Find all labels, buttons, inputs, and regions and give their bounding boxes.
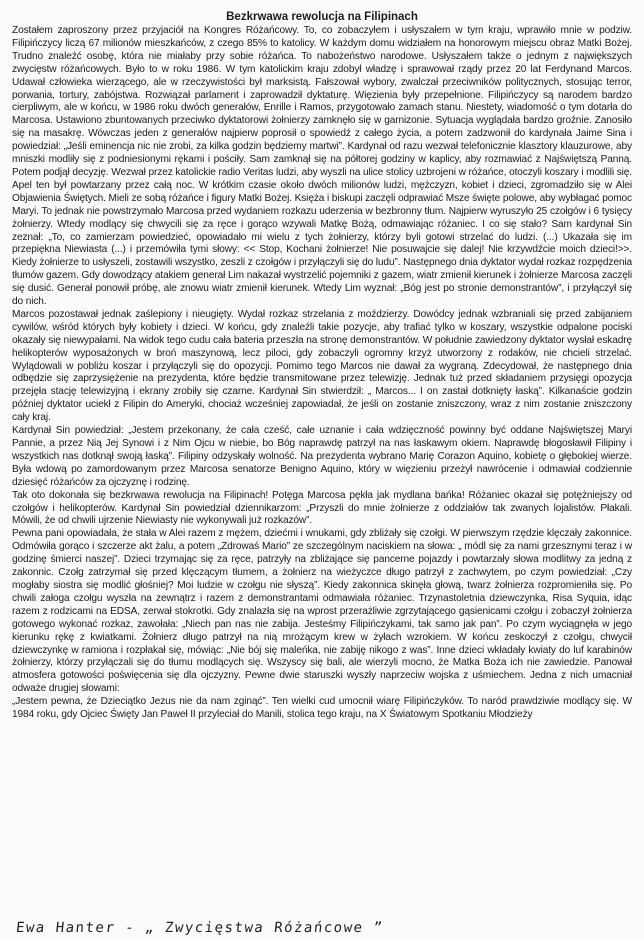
handwritten-signature: Ewa Hanter - „ Zwycięstwa Różańcowe ”: [15, 920, 385, 936]
paragraph: Zostałem zaproszony przez przyjaciół na Kongres Różańcowy. To, co zobaczyłem i usłyszałem w tym kraju, wprawiło mnie w podziw. Filipińczycy liczą 67 milionów mieszkańców, z czego 85% to katolicy. W każdym domu widziałem na honorowym miejscu obraz Matki Bożej. Trudno znaleźć osobę, która nie miałaby przy sobie różańca. To nabożeństwo narodowe. Usłyszałem także o jednym z największych zwycięstw różańcowych. Było to w roku 1986. W tym katolickim kraju zdobył władzę i sprawował rządy przez 20 lat Ferdynand Marcos. Udawał człowieka wierzącego, ale w rzeczywistości był marksistą. Fałszował wybory, zwalczał przeciwników politycznych, stosując terror, porwania, tortury, zabójstwa. Rozwiązał parlament i zaprowadził dyktaturę. Więzienia były przepełnione. Filipińczycy są narodem bardzo cierpliwym, ale w końcu, w 1986 roku dwóch generałów, Enrille i Ramos, przygotowało zamach stanu. Niestety, wiadomość o tym dotarła do Marcosa. Ustawiono zbuntowanych przeciwko dyktatorowi żołnierzy zamknęło się w garnizonie. Sytuacja wyglądała bardzo groźnie. Zanosiło się na masakrę. Wówczas jeden z generałów najpierw poprosił o spowiedź z całego życia, a potem zadzwonił do kardynała Jaime Sina i powiedział: „Jeśli eminencja nic nie zrobi, za kilka godzin będziemy martwi”. Kardynał od razu wezwał telefonicznie klasztory klauzurowe, aby mniszki modliły się z podniesionymi rękami i pościły. Sam zamknął się na półtorej godziny w kaplicy, aby rozmawiać z Najświętszą Panną. Potem podjął decyzję. Wezwał przez katolickie radio Veritas ludzi, aby wyszli na ulice stolicy uzbrojeni w różańce, otoczyli koszary i modlili się. Apel ten był powtarzany przez całą noc. W krótkim czasie około dwóch milionów ludzi, mężczyzn, kobiet i dzieci, zgromadziło się w Alei Objawienia Świętych. Mieli ze sobą różańce i figury Matki Bożej. Księża i biskupi zaczęli odprawiać Msze święte polowe, aby wybłagać pomoc Maryi. To jednak nie powstrzymało Marcosa przed wydaniem rozkazu uderzenia w bezbronny tłum. Najpierw wyruszyło 25 czołgów i 6 tysięcy żołnierzy. Wtedy modlący się chwycili się za ręce i gorąco wzywali Matkę Bożą, odmawiając różaniec. I co się stało? Sam kardynał Sin zeznał: „To, co zamierzam powiedzieć, opowiadało mi wielu z tych żołnierzy, którzy byli gotowi strzelać do ludzi. (...) Ukazała się im przepiękna Niewiasta (...) i przemówiła tymi słowy: << Stop, Kochani żołnierze! Nie posuwajcie się dalej! Nie krzywdźcie moich dzieci!>>. Kiedy żołnierze to usłyszeli, zostawili wszystko, zeszli z czołgów i przyłączyli się do ludu”. Następnego dnia dyktator wydał rozkaz rozpędzenia tłumów gazem. Gdy dowodzący atakiem generał Lim nakazał wystrzelić pojemniki z gazem, wiatr zmienił kierunek i żołnierze Marcosa zaczęli się dusić. Generał ponowił próbę, ale znowu wiatr zmienił kierunek. Wtedy Lim wyznał: „Bóg jest po stronie demonstrantów”, i przyłączył się do nich.: [12, 25, 632, 308]
paragraph: Kardynał Sin powiedział: „Jestem przekonany, że cała cześć, całe uznanie i cała wdzięczność powinny być oddane Najświętszej Maryi Pannie, a przez Nią Jej Synowi i z Nim Ojcu w niebie, bo Bóg naprawdę patrzył na nas łaskawym okiem. Naprawdę błogosławił Filipiny i wszystkich nas dotknął swoją łaską”. Filipiny odzyskały wolność. Na prezydenta wybrano Marię Corazon Aquino, kobietę o głębokiej wierze. Była wdową po zamordowanym przez Marcosa senatorze Benigno Aquino, który w więzieniu przeżył nawrócenie i odmawiał codziennie dziesięć różańców za ojczyznę i rodzinę.: [12, 425, 632, 488]
paragraph: „Jestem pewna, że Dzieciątko Jezus nie da nam zginąć”. Ten wielki cud umocnił wiarę Filipińczyków. To naród prawdziwie modlący się. W 1984 roku, gdy Ojciec Święty Jan Paweł II przyleciał do Manili, stolica tego kraju, na X Światowym Spotkaniu Młodzieży: [12, 696, 632, 721]
paragraph: Pewna pani opowiadała, że stała w Alei razem z mężem, dziećmi i wnukami, gdy zbliżały się czołgi. W pierwszym rzędzie klęczały zakonnice. Odmówiła gorąco i szczerze akt żalu, a potem „Zdrowaś Mario” ze szczególnym naciskiem na słowa: „ módl się za nami grzesznymi teraz i w godzinę śmierci naszej”. Dzieci trzymając się za ręce, patrzyły na zbliżające się pancerne pojazdy i powtarzały słowa modlitwy za jedną z zakonnic. Czołg zatrzymał się przed klęczącym tłumem, a żołnierz na wieżyczce długo patrzył z zachwytem, po czym powiedział: „Czy mogłaby siostra się modlić głośniej? Moi ludzie w czołgu nie słyszą”. Kiedy zakonnica skinęła głową, twarz żołnierza rozpromieniła się. Po chwili załoga czołgu wyszła na zewnątrz i razem z demonstrantami odmawiała różaniec. Trzynastoletnia dziewczynka, Risa Syquia, idąc razem z rodzicami na EDSA, zerwał stokrotki. Gdy znalazła się na wprost przerażliwie zgrzytającego gąsienicami czołgu i zobaczył żołnierza gotowego wykonać rozkaz, zawołała: „Niech pan nas nie zabija. Jesteśmy Filipińczykami, tak samo jak pan”. Po czym wyciągnęła w jego kierunku rękę z kwiatkami. Żołnierz długo patrzył na nią mrożącym krew w żyłach wzrokiem. W końcu zeskoczył z czołgu, chwycił dziewczynkę w ramiona i rozpłakał się, mówiąc: „Nie bój się maleńka, nie zabiję nikogo z was”. Inne dzieci wkładały kwiaty do luf karabinów żołnierzy, którzy przyłączali się do tłumu modlących się. Wszyscy się bali, ale wierzyli mocno, że Matka Boża ich nie zawiedzie. Panował atmosfera gotowości poświęcenia się dla ojczyzny. Pewne dwie staruszki wyszły naprzeciw wojska z uśmiechem. Jedna z nich umacniał odważe drugiej słowami:: [12, 528, 632, 695]
paragraph: Marcos pozostawał jednak zaślepiony i nieugięty. Wydał rozkaz strzelania z moździerzy. Dowódcy jednak wzbraniali się przed zabijaniem cywilów, wśród których były kobiety i dzieci. W końcu, gdy znaleźli takie pozycje, aby trafiać tylko w koszary, wszystkie odpalone pociski okazały się niewypałami. Na widok tego cudu cała bateria przeszła na stronę demonstrantów. W południe zawiedzony dyktator wysłał eskadrę helikopterów wyposażonych w broń maszynową, lecz piloci, gdy zobaczyli ogromny krzyż utworzony z rodaków, nie chcieli strzelać. Wylądowali w pobliżu koszar i przyłączyli się do opozycji. Pomimo tego Marcos nie dawał za wygraną. Zdecydował, że następnego dnia odbędzie się zaprzysiężenie na prezydenta, które będzie transmitowane przez telewizję. Jednak tuż przed składaniem przysięgi opozycja przejęła stację telewizyjną i ekrany zrobiły się czarne. Kardynał Sin stwierdził: „ Marcos... I on zastał dotknięty łaską”. Kilkanaście godzin później dyktator uciekł z Filipin do Ameryki, chociaż wcześniej zapowiadał, że jeśli on zostanie zniszczony, wraz z nim zostanie zniszczony cały kraj.: [12, 308, 632, 424]
document-title: Bezkrwawa rewolucja na Filipinach: [226, 11, 418, 23]
document-body: [12, 25, 632, 722]
paragraph: Tak oto dokonała się bezkrwawa rewolucja na Filipinach! Potęga Marcosa pękła jak mydlana bańka! Różaniec okazał się potężniejszy od czołgów i helikopterów. Kardynał Sin powiedział dziennikarzom: „Przyszli do mnie żołnierze z oddziałów tak zwanych lojalistów. Płakali. Mówili, że od chwili ujrzenie Niewiasty nie wykonywali już rozkazów”.: [12, 489, 632, 527]
